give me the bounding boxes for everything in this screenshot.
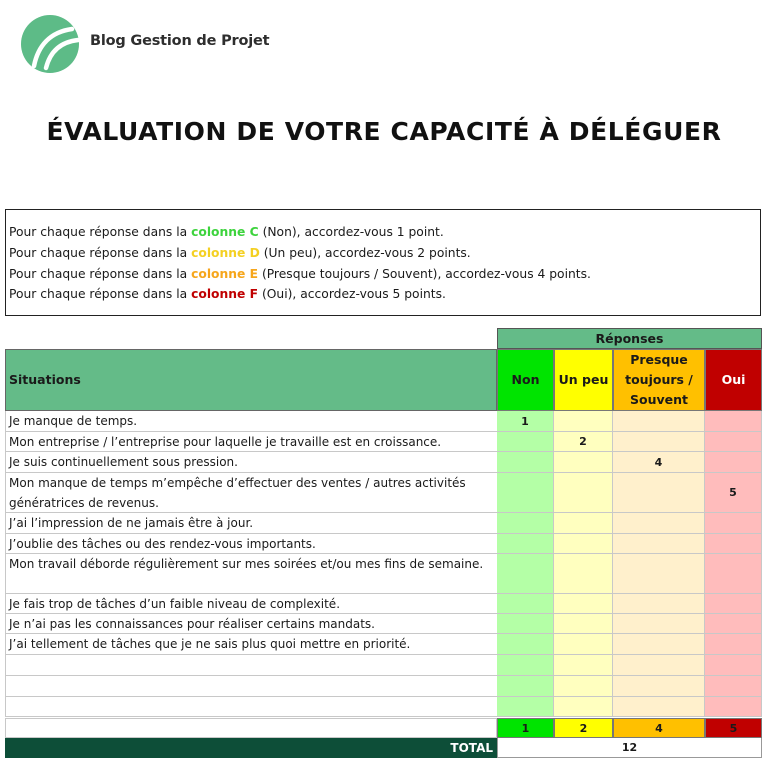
instruction-text: (Presque toujours / Souvent), accordez-vous 4 points. [258, 266, 591, 281]
situation-label[interactable] [5, 676, 497, 697]
answer-cell-non[interactable] [497, 697, 554, 717]
instruction-text: Pour chaque réponse dans la [9, 225, 192, 239]
column-header-label: Non [511, 372, 540, 387]
answer-cell-oui[interactable] [705, 513, 762, 534]
situation-label[interactable]: Je fais trop de tâches d’un faible niveau de complexité. [5, 594, 497, 614]
column-header-un-peu[interactable] [554, 349, 613, 411]
answer-cell-un-peu[interactable] [554, 554, 613, 594]
answer-cell-oui[interactable] [705, 594, 762, 614]
answer-cell-presque[interactable] [613, 411, 705, 432]
answer-cell-non[interactable] [497, 452, 554, 473]
column-e-label: colonne E [191, 266, 259, 281]
column-c-label: colonne C [191, 225, 259, 239]
answer-cell-presque[interactable] [613, 513, 705, 534]
column-header-label: Presque toujours / Souvent [625, 352, 693, 407]
answer-cell-presque[interactable] [613, 634, 705, 655]
brand-name[interactable]: Blog Gestion de Projet [90, 33, 270, 49]
answer-cell-oui[interactable] [705, 614, 762, 634]
answer-cell-non[interactable] [497, 432, 554, 452]
answer-cell-non[interactable] [497, 634, 554, 655]
instruction-text: (Un peu), accordez-vous 2 points. [259, 245, 471, 260]
sum-cell-oui[interactable]: 5 [705, 718, 762, 738]
answer-cell-un-peu[interactable] [554, 594, 613, 614]
answer-cell-presque[interactable] [613, 594, 705, 614]
answer-cell-presque[interactable] [613, 534, 705, 554]
answer-cell-un-peu[interactable]: 2 [554, 432, 613, 452]
answer-cell-non[interactable]: 1 [497, 411, 554, 432]
answer-cell-un-peu[interactable] [554, 614, 613, 634]
column-header-label: Un peu [558, 372, 609, 387]
answer-cell-non[interactable] [497, 513, 554, 534]
sum-cell-un-peu[interactable]: 2 [554, 718, 613, 738]
answer-cell-oui[interactable] [705, 697, 762, 717]
answer-cell-un-peu[interactable] [554, 697, 613, 717]
instruction-text: (Oui), accordez-vous 5 points. [258, 287, 446, 302]
column-header-presque-toujours[interactable] [613, 349, 705, 411]
answer-cell-un-peu[interactable] [554, 411, 613, 432]
answer-cell-un-peu[interactable] [554, 634, 613, 655]
answer-cell-un-peu[interactable] [554, 676, 613, 697]
answer-cell-oui[interactable] [705, 634, 762, 655]
situation-label[interactable]: Mon travail déborde régulièrement sur mes soirées et/ou mes fins de semaine. [5, 554, 497, 594]
answer-cell-non[interactable] [497, 676, 554, 697]
answer-cell-un-peu[interactable] [554, 513, 613, 534]
situation-label[interactable]: Mon manque de temps m’empêche d’effectuer des ventes / autres activités génératrices de revenus. [5, 473, 497, 513]
answer-cell-un-peu[interactable] [554, 473, 613, 513]
answer-cell-un-peu[interactable] [554, 655, 613, 676]
answer-cell-presque[interactable]: 4 [613, 452, 705, 473]
answer-cell-presque[interactable] [613, 473, 705, 513]
answer-cell-oui[interactable] [705, 554, 762, 594]
answer-cell-oui[interactable] [705, 411, 762, 432]
answer-cell-presque[interactable] [613, 554, 705, 594]
answer-cell-presque[interactable] [613, 432, 705, 452]
sum-row-label-cell[interactable] [5, 718, 497, 738]
situation-label[interactable]: J’ai tellement de tâches que je ne sais plus quoi mettre en priorité. [5, 634, 497, 655]
answer-cell-non[interactable] [497, 473, 554, 513]
answer-cell-non[interactable] [497, 655, 554, 676]
situation-label[interactable] [5, 697, 497, 717]
sum-cell-presque[interactable]: 4 [613, 718, 705, 738]
situation-label[interactable]: Je n’ai pas les connaissances pour réaliser certains mandats. [5, 614, 497, 634]
answer-cell-un-peu[interactable] [554, 534, 613, 554]
situation-label[interactable]: J’oublie des tâches ou des rendez-vous importants. [5, 534, 497, 554]
answer-cell-oui[interactable] [705, 676, 762, 697]
instruction-text: (Non), accordez-vous 1 point. [258, 225, 444, 239]
answer-cell-presque[interactable] [613, 655, 705, 676]
answer-cell-presque[interactable] [613, 697, 705, 717]
answer-cell-oui[interactable] [705, 655, 762, 676]
answer-cell-presque[interactable] [613, 676, 705, 697]
total-label: TOTAL [5, 738, 497, 758]
responses-group-header: Réponses [497, 328, 762, 349]
answer-cell-oui[interactable]: 5 [705, 473, 762, 513]
page-title: ÉVALUATION DE VOTRE CAPACITÉ À DÉLÉGUER [46, 117, 722, 146]
situation-label[interactable] [5, 655, 497, 676]
instruction-line-f [9, 284, 760, 305]
column-header-non[interactable] [497, 349, 554, 411]
answer-cell-non[interactable] [497, 594, 554, 614]
instruction-line-d [9, 243, 760, 264]
answer-cell-un-peu[interactable] [554, 452, 613, 473]
column-f-label: colonne F [191, 287, 259, 302]
answer-cell-non[interactable] [497, 554, 554, 594]
instruction-line-e [9, 264, 760, 285]
answer-cell-non[interactable] [497, 614, 554, 634]
answer-cell-presque[interactable] [613, 614, 705, 634]
answer-cell-non[interactable] [497, 534, 554, 554]
instructions-box [5, 209, 761, 316]
total-value[interactable]: 12 [497, 738, 762, 758]
column-d-label: colonne D [191, 245, 260, 260]
blog-logo-icon[interactable] [16, 12, 88, 76]
answer-cell-oui[interactable] [705, 534, 762, 554]
instruction-text: Pour chaque réponse dans la [9, 245, 192, 260]
column-header-oui[interactable] [705, 349, 762, 411]
situation-label[interactable]: J’ai l’impression de ne jamais être à jour. [5, 513, 497, 534]
situation-label[interactable]: Je manque de temps. [5, 411, 497, 432]
situation-label[interactable]: Je suis continuellement sous pression. [5, 452, 497, 473]
instruction-line-c [9, 222, 760, 243]
column-header-label: Oui [721, 372, 746, 387]
answer-cell-oui[interactable] [705, 432, 762, 452]
situation-label[interactable]: Mon entreprise / l’entreprise pour laquelle je travaille est en croissance. [5, 432, 497, 452]
instruction-text: Pour chaque réponse dans la [9, 266, 192, 281]
instruction-text: Pour chaque réponse dans la [9, 287, 192, 302]
answer-cell-oui[interactable] [705, 452, 762, 473]
sum-cell-non[interactable]: 1 [497, 718, 554, 738]
situations-header: Situations [5, 349, 497, 411]
